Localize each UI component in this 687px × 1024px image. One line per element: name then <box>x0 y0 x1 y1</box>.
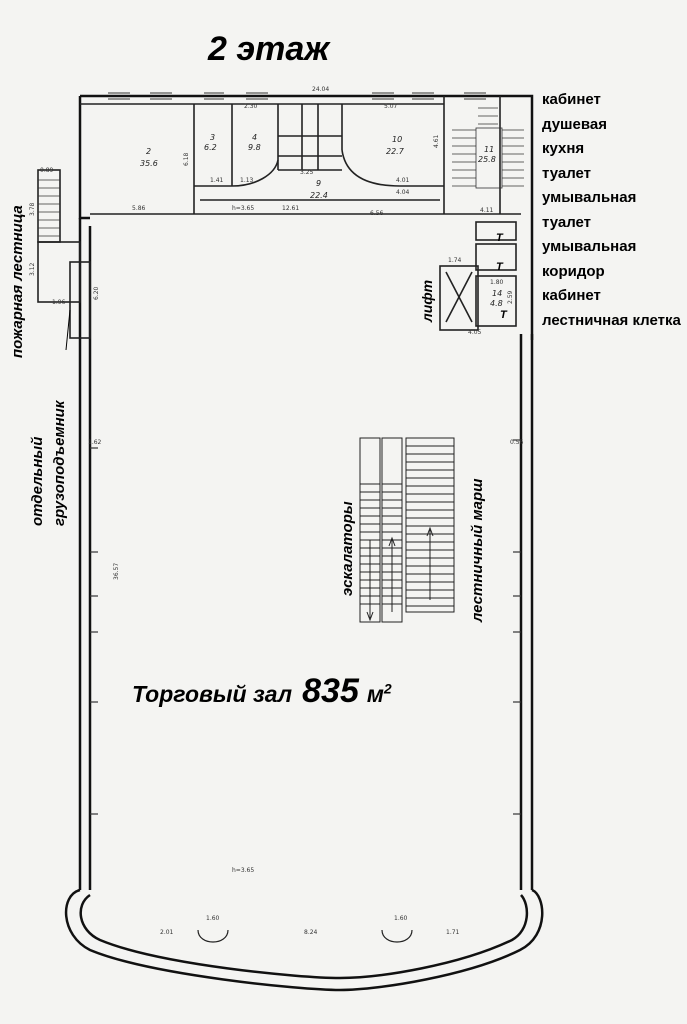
dim-d586: 5.86 <box>132 205 146 212</box>
dim-d656: 6.56 <box>370 210 384 217</box>
room-3-area: 6.2 <box>204 143 217 152</box>
dim-d461: 4.61 <box>433 134 440 148</box>
label-freight-lift-1: отдельный <box>29 436 46 526</box>
hall-area: 835 <box>302 672 359 710</box>
label-escalators: эскалаторы <box>339 501 356 596</box>
dim-d174: 1.74 <box>448 257 462 264</box>
dim-d405: 4.05 <box>468 329 482 336</box>
room-14-area: 4.8 <box>490 299 503 308</box>
room-10-num: 10 <box>392 135 403 144</box>
room-4-area: 9.8 <box>248 143 261 152</box>
label-fire-stair: пожарная лестница <box>9 205 26 358</box>
dim-d196: 1.96 <box>52 299 66 306</box>
toilet-mark-2: Т <box>496 261 503 273</box>
dim-d411: 4.11 <box>480 207 494 214</box>
dim-bottom-right: 1.71 <box>446 929 460 936</box>
toilet-mark-3: Т <box>500 309 507 321</box>
dim-d113: 1.13 <box>240 177 254 184</box>
legend-item: коридор <box>542 262 605 280</box>
dim-d230: 2.30 <box>244 103 258 110</box>
dim-d507: 5.07 <box>384 103 398 110</box>
dim-d056: 0.56 <box>510 439 524 446</box>
dim-ceiling-top: h=3.65 <box>232 205 255 212</box>
label-stair-flight: лестничный марш <box>469 478 486 622</box>
room-2-area: 35.6 <box>140 159 158 168</box>
column-marks <box>90 440 521 814</box>
legend-item: кабинет <box>542 287 601 304</box>
dim-d618: 6.18 <box>183 152 190 166</box>
room-10-area: 22.7 <box>386 147 404 156</box>
legend-item: туалет <box>542 164 592 182</box>
hall-unit: $м^2$ <box>366 680 392 707</box>
partition-walls <box>38 96 521 338</box>
dim-d404: 4.04 <box>396 189 410 196</box>
dim-bottom-left: 2.01 <box>160 929 174 936</box>
dim-d259: 2.59 <box>507 290 514 304</box>
room-9-num: 9 <box>316 179 322 188</box>
legend-item: кухня <box>542 140 585 157</box>
legend-item: лестничная клетка <box>542 311 681 329</box>
room-3-num: 3 <box>210 133 216 142</box>
dim-d620: 6.20 <box>93 286 100 300</box>
room-14-num: 14 <box>492 289 503 298</box>
legend-item: умывальная <box>542 189 637 206</box>
hall-label <box>132 672 392 711</box>
legend-item: кабинет <box>542 91 601 108</box>
hall-name: Торговый зал <box>132 681 293 707</box>
page-title: 2 этаж <box>208 30 330 68</box>
room-11-area: 25.8 <box>478 155 496 164</box>
dim-top-width: 24.04 <box>312 86 330 93</box>
dim-d180: 1.80 <box>490 279 504 286</box>
dim-bay-left: 1.60 <box>206 915 220 922</box>
dim-d312: 3.12 <box>29 262 36 276</box>
fire-stair-steps <box>38 180 60 236</box>
label-freight-lift-2: грузоподъемник <box>51 400 68 526</box>
dim-d162: 1.62 <box>88 439 102 446</box>
dim-ceiling-hall: h=3.65 <box>232 867 255 874</box>
dim-d141: 1.41 <box>210 177 224 184</box>
room-9-area: 22.4 <box>310 191 328 200</box>
room-11-num: 11 <box>484 145 495 154</box>
dim-corridor: 12.61 <box>282 205 300 212</box>
room-4-num: 4 <box>252 133 258 142</box>
dim-d325: 3.25 <box>300 169 314 176</box>
legend-item: душевая <box>542 115 608 133</box>
escalators <box>360 438 454 622</box>
room-2-num: 2 <box>146 147 152 156</box>
dim-left-length: 36.57 <box>113 562 120 580</box>
room-legend <box>542 88 682 329</box>
dim-d378: 3.78 <box>29 202 36 216</box>
legend-item: туалет <box>542 213 592 231</box>
dim-d401: 4.01 <box>396 177 410 184</box>
dim-d089: 0.89 <box>40 167 54 174</box>
toilet-mark-1: Т <box>496 232 503 244</box>
legend-item: умывальная <box>542 238 637 255</box>
dim-bay-right: 1.60 <box>394 915 408 922</box>
label-lift: лифт <box>419 279 435 322</box>
dim-bottom-center: 8.24 <box>304 929 318 936</box>
